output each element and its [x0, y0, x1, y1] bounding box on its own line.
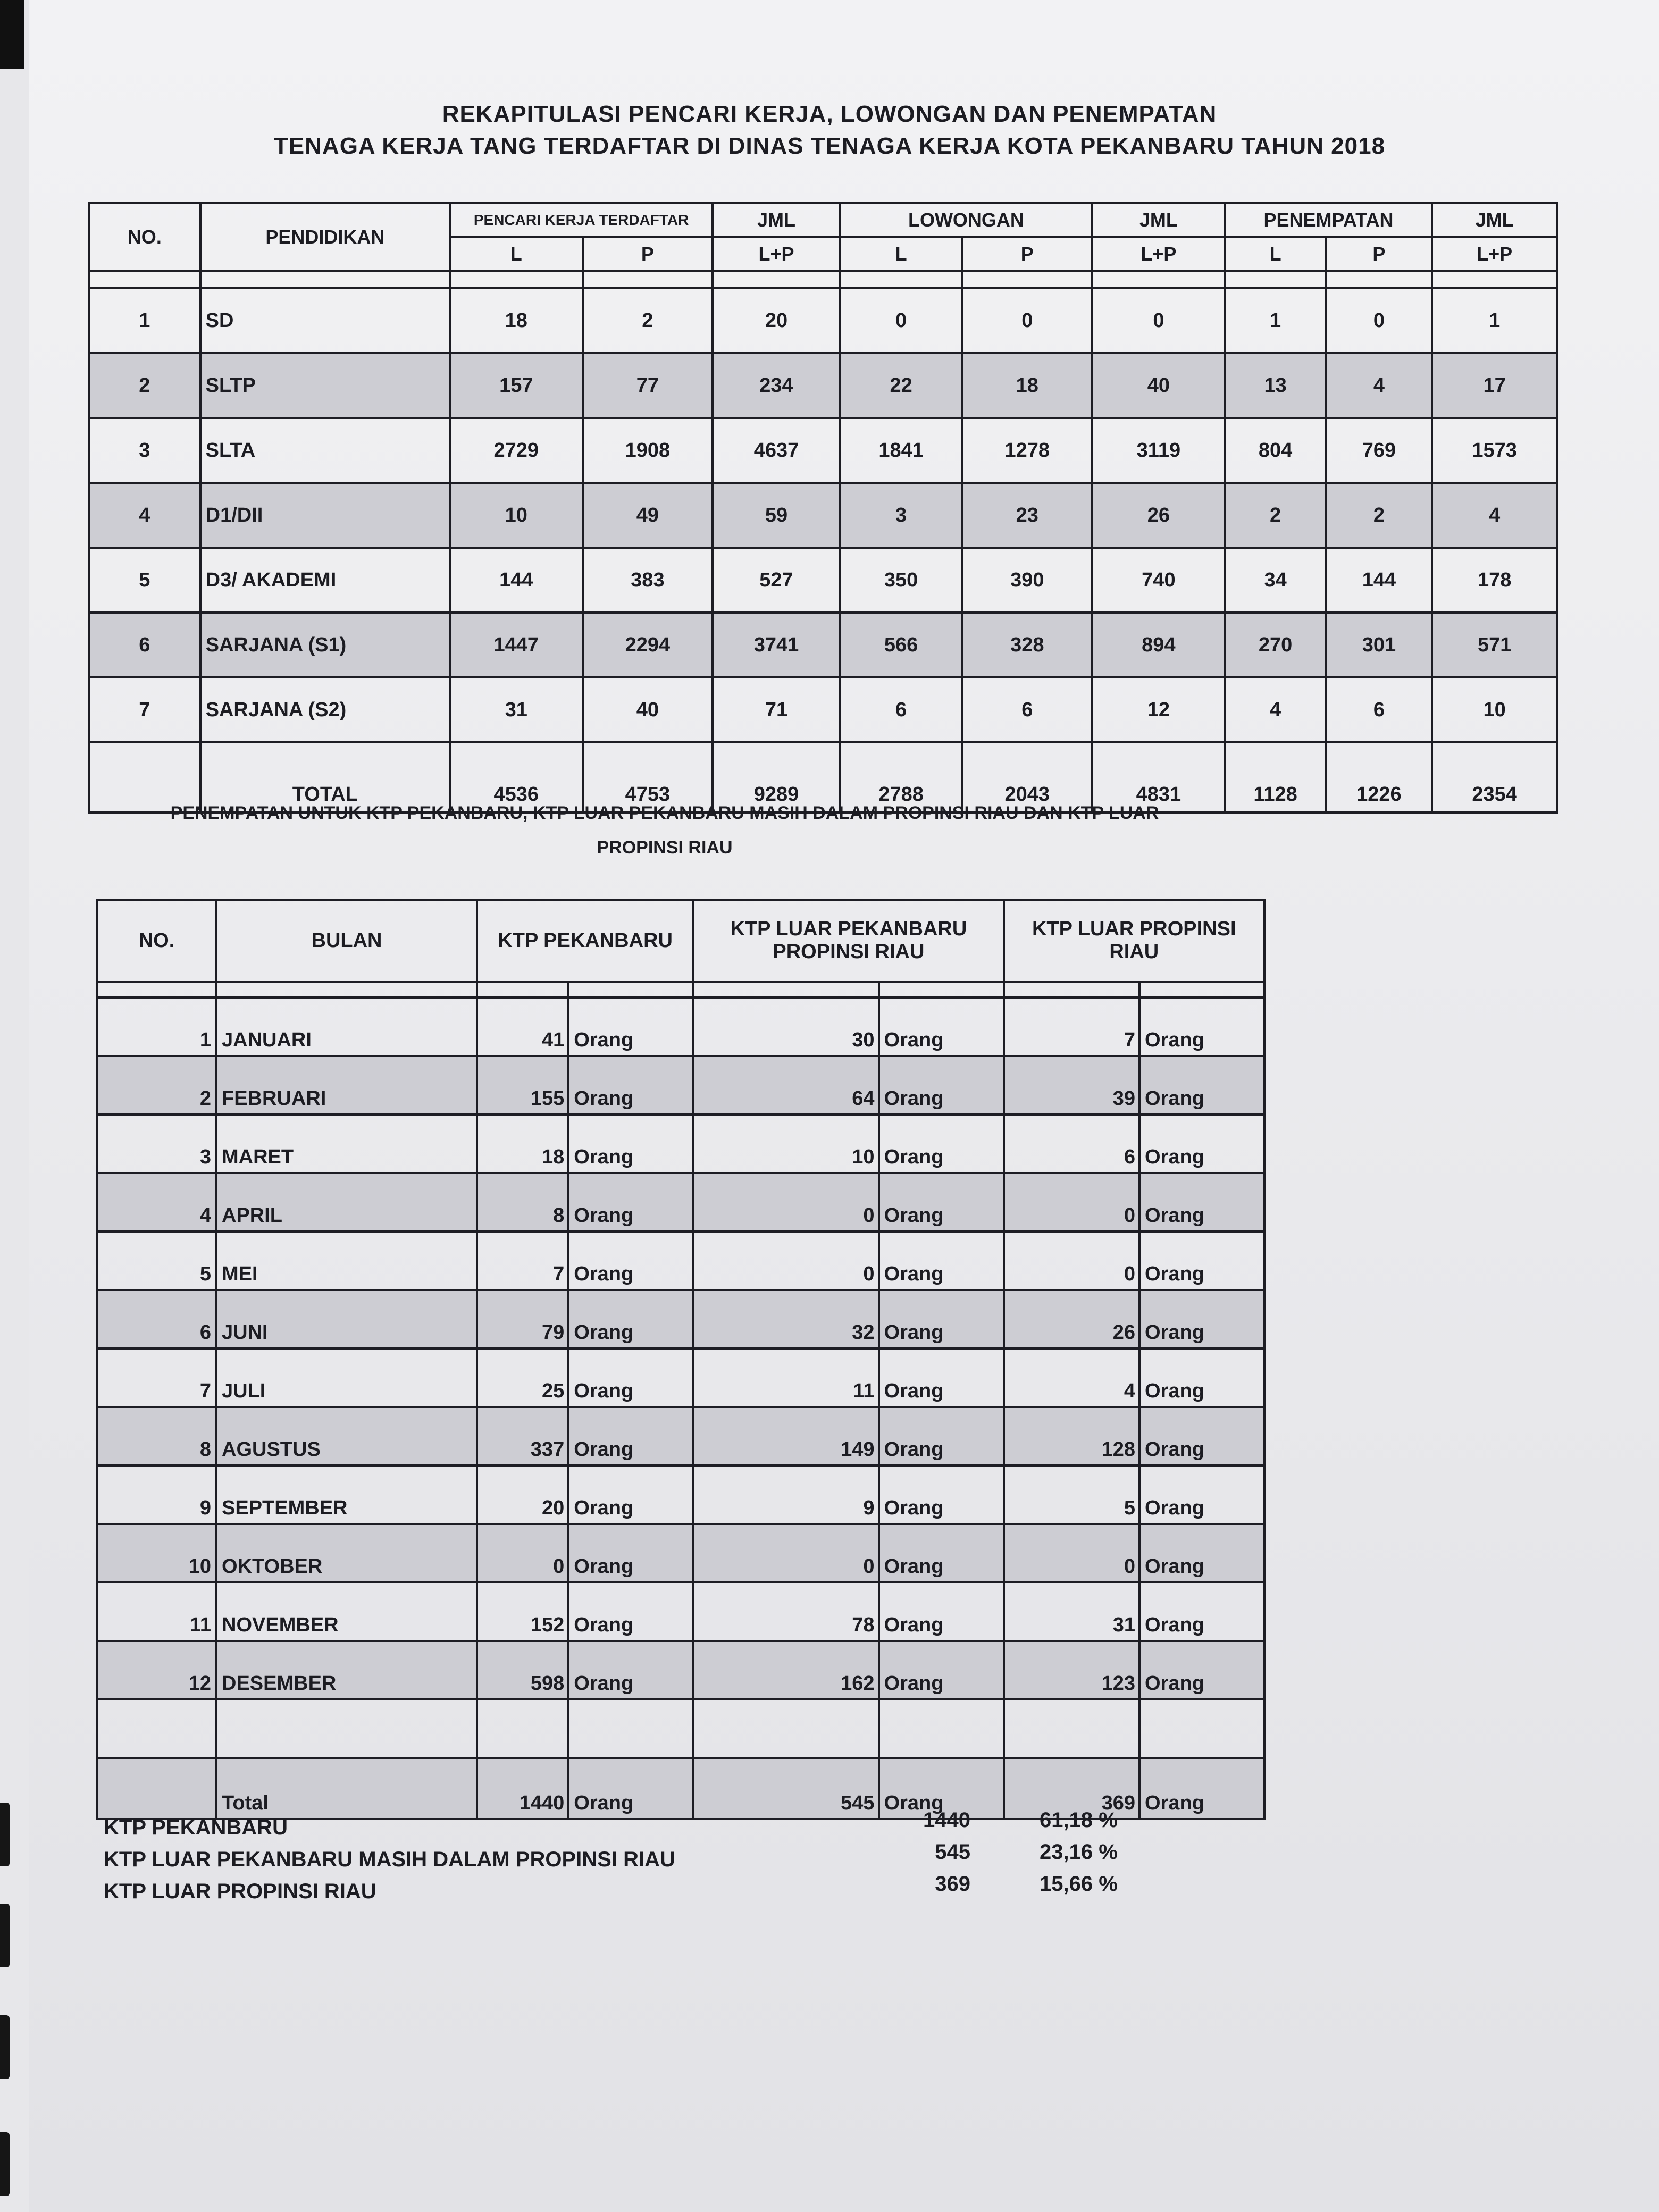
cell-value: 6: [962, 677, 1092, 742]
cell-unit: Orang: [568, 1348, 693, 1407]
cell-empty: [97, 1699, 216, 1758]
cell-bulan: FEBRUARI: [216, 1056, 477, 1115]
header-ktp-luar-propinsi-line-2: RIAU: [1109, 941, 1159, 963]
cell-no: 6: [97, 1290, 216, 1348]
cell-count: 18: [477, 1115, 568, 1173]
cell-no: 6: [89, 613, 200, 677]
cell-bulan: JUNI: [216, 1290, 477, 1348]
cell-no: 1: [97, 998, 216, 1056]
total-label: TOTAL: [200, 742, 450, 812]
cell-value: 20: [713, 288, 840, 353]
total-value: 2043: [962, 742, 1092, 812]
cell-unit: Orang: [1139, 1348, 1264, 1407]
cell-unit: Orang: [1139, 1758, 1264, 1819]
cell-bulan: APRIL: [216, 1173, 477, 1231]
cell-unit: Orang: [879, 1290, 1004, 1348]
placement-row: [97, 1290, 1264, 1348]
header-ktp-luar-propinsi-line-1: KTP LUAR PROPINSI: [1032, 918, 1236, 940]
header-jml: JML: [713, 203, 840, 237]
header-bulan: BULAN: [216, 900, 477, 982]
cell-pendidikan: SLTA: [200, 418, 450, 483]
binder-hole: [0, 2015, 10, 2079]
cell-value: 1841: [840, 418, 962, 483]
header-l: L: [1225, 237, 1326, 271]
cell-value: 1278: [962, 418, 1092, 483]
cell-count: 78: [693, 1582, 878, 1641]
cell-value: 1447: [450, 613, 583, 677]
summary-row: [104, 1872, 1118, 1912]
header-p: P: [583, 237, 713, 271]
cell-no: 7: [89, 677, 200, 742]
cell-no: 2: [89, 353, 200, 418]
cell-no: 12: [97, 1641, 216, 1699]
cell-value: 10: [1432, 677, 1557, 742]
cell-empty: [216, 1699, 477, 1758]
cell-count: 6: [1004, 1115, 1139, 1173]
total-value: 2354: [1432, 742, 1557, 812]
recap-row: [89, 677, 1557, 742]
cell-count: 545: [693, 1758, 878, 1819]
cell-unit: Orang: [879, 1231, 1004, 1290]
recap-row: [89, 418, 1557, 483]
cell-bulan: NOVEMBER: [216, 1582, 477, 1641]
cell-pendidikan: SLTP: [200, 353, 450, 418]
cell-unit: Orang: [1139, 1465, 1264, 1524]
total-value: 9289: [713, 742, 840, 812]
cell-bulan: SEPTEMBER: [216, 1465, 477, 1524]
cell-value: 4: [1432, 483, 1557, 548]
total-value: 2788: [840, 742, 962, 812]
cell-empty: [693, 1699, 878, 1758]
cell-value: 2729: [450, 418, 583, 483]
cell-value: 1: [1225, 288, 1326, 353]
cell-count: 26: [1004, 1290, 1139, 1348]
recap-row: [89, 483, 1557, 548]
cell-count: 31: [1004, 1582, 1139, 1641]
cell-unit: Orang: [879, 1641, 1004, 1699]
cell-pendidikan: SD: [200, 288, 450, 353]
header-penempatan: PENEMPATAN: [1225, 203, 1432, 237]
cell-value: 571: [1432, 613, 1557, 677]
cell-value: 4: [1326, 353, 1432, 418]
cell-pendidikan: SARJANA (S2): [200, 677, 450, 742]
cell-count: 152: [477, 1582, 568, 1641]
cell-count: 369: [1004, 1758, 1139, 1819]
cell-value: 18: [450, 288, 583, 353]
cell-unit: Orang: [1139, 1524, 1264, 1582]
cell-no: [89, 742, 200, 812]
cell-count: 20: [477, 1465, 568, 1524]
header-lp: L+P: [1432, 237, 1557, 271]
cell-bulan: JULI: [216, 1348, 477, 1407]
cell-count: 79: [477, 1290, 568, 1348]
summary-percent: 23,16 %: [1040, 1840, 1118, 1864]
cell-value: 2: [1326, 483, 1432, 548]
subtitle-line-1: PENEMPATAN UNTUK KTP PEKANBARU, KTP LUAR PEKANBARU MASIH DALAM PROPINSI RIAU DAN KTP LUAR: [170, 803, 1159, 823]
cell-unit: Orang: [568, 1758, 693, 1819]
cell-value: 3741: [713, 613, 840, 677]
recap-total-row: [89, 742, 1557, 812]
recap-header-row: [89, 203, 1557, 237]
title-line-1: REKAPITULASI PENCARI KERJA, LOWONGAN DAN PENEMPATAN: [442, 101, 1217, 127]
cell-value: 18: [962, 353, 1092, 418]
cell-value: 328: [962, 613, 1092, 677]
cell-value: 144: [450, 548, 583, 613]
cell-count: 10: [693, 1115, 878, 1173]
binder-hole: [0, 2132, 10, 2196]
cell-value: 4: [1225, 677, 1326, 742]
cell-count: 8: [477, 1173, 568, 1231]
cell-value: 40: [1092, 353, 1225, 418]
cell-unit: Orang: [879, 1582, 1004, 1641]
cell-value: 234: [713, 353, 840, 418]
binder-edge: [0, 0, 29, 2212]
cell-count: 4: [1004, 1348, 1139, 1407]
cell-unit: Orang: [568, 1115, 693, 1173]
cell-unit: Orang: [568, 1641, 693, 1699]
cell-count: 155: [477, 1056, 568, 1115]
cell-count: 1440: [477, 1758, 568, 1819]
cell-value: 6: [840, 677, 962, 742]
cell-unit: Orang: [879, 1524, 1004, 1582]
cell-unit: Orang: [568, 1465, 693, 1524]
cell-value: 3: [840, 483, 962, 548]
total-value: 4831: [1092, 742, 1225, 812]
cell-pendidikan: D1/DII: [200, 483, 450, 548]
cell-unit: Orang: [1139, 998, 1264, 1056]
cell-value: 31: [450, 677, 583, 742]
cell-value: 0: [840, 288, 962, 353]
cell-value: 740: [1092, 548, 1225, 613]
cell-count: 64: [693, 1056, 878, 1115]
cell-unit: Orang: [879, 1115, 1004, 1173]
cell-count: 11: [693, 1348, 878, 1407]
header-jml: JML: [1432, 203, 1557, 237]
placement-row: [97, 1173, 1264, 1231]
cell-no: 11: [97, 1582, 216, 1641]
recap-table: [88, 202, 1558, 814]
placement-row: [97, 1231, 1264, 1290]
placement-row: [97, 1056, 1264, 1115]
cell-unit: Orang: [879, 1758, 1004, 1819]
cell-value: 270: [1225, 613, 1326, 677]
summary-label: KTP PEKANBARU: [104, 1816, 288, 1839]
placement-row: [97, 1582, 1264, 1641]
cell-bulan: MEI: [216, 1231, 477, 1290]
cell-value: 527: [713, 548, 840, 613]
cell-empty: [1139, 1699, 1264, 1758]
cell-unit: Orang: [568, 1231, 693, 1290]
binder-bar: [0, 0, 24, 69]
cell-value: 10: [450, 483, 583, 548]
cell-empty: [879, 1699, 1004, 1758]
cell-value: 566: [840, 613, 962, 677]
cell-value: 17: [1432, 353, 1557, 418]
header-ktp-luar-pekanbaru: [693, 900, 1003, 982]
cell-value: 0: [1092, 288, 1225, 353]
placement-row: [97, 1348, 1264, 1407]
recap-row: [89, 288, 1557, 353]
header-ktp-pekanbaru: KTP PEKANBARU: [477, 900, 693, 982]
cell-bulan: MARET: [216, 1115, 477, 1173]
cell-count: 0: [477, 1524, 568, 1582]
cell-no: 3: [89, 418, 200, 483]
cell-value: 0: [1326, 288, 1432, 353]
placement-row: [97, 1407, 1264, 1465]
cell-no: [97, 1758, 216, 1819]
recap-row: [89, 353, 1557, 418]
placement-row: [97, 998, 1264, 1056]
recap-table-body: [89, 271, 1557, 812]
header-l: L: [450, 237, 583, 271]
cell-bulan: JANUARI: [216, 998, 477, 1056]
cell-count: 0: [693, 1524, 878, 1582]
summary-label: KTP LUAR PROPINSI RIAU: [104, 1880, 376, 1903]
cell-bulan: DESEMBER: [216, 1641, 477, 1699]
cell-value: 1573: [1432, 418, 1557, 483]
summary-label: KTP LUAR PEKANBARU MASIH DALAM PROPINSI RIAU: [104, 1848, 675, 1871]
cell-value: 383: [583, 548, 713, 613]
cell-no: 8: [97, 1407, 216, 1465]
cell-bulan: AGUSTUS: [216, 1407, 477, 1465]
cell-unit: Orang: [879, 1348, 1004, 1407]
cell-count: 128: [1004, 1407, 1139, 1465]
summary-block: [104, 1808, 1118, 1912]
cell-unit: Orang: [1139, 1641, 1264, 1699]
cell-no: 10: [97, 1524, 216, 1582]
cell-pendidikan: D3/ AKADEMI: [200, 548, 450, 613]
cell-value: 769: [1326, 418, 1432, 483]
cell-value: 390: [962, 548, 1092, 613]
cell-count: 39: [1004, 1056, 1139, 1115]
cell-count: 0: [693, 1231, 878, 1290]
cell-value: 3119: [1092, 418, 1225, 483]
summary-count: 1440: [923, 1808, 970, 1832]
header-l: L: [840, 237, 962, 271]
binder-hole: [0, 1803, 10, 1866]
cell-unit: Orang: [1139, 1231, 1264, 1290]
cell-count: 0: [1004, 1524, 1139, 1582]
cell-value: 350: [840, 548, 962, 613]
cell-count: 149: [693, 1407, 878, 1465]
cell-value: 12: [1092, 677, 1225, 742]
cell-unit: Orang: [568, 1582, 693, 1641]
cell-unit: Orang: [879, 1056, 1004, 1115]
cell-unit: Orang: [879, 1465, 1004, 1524]
cell-count: 0: [1004, 1231, 1139, 1290]
cell-unit: Orang: [1139, 1056, 1264, 1115]
header-jml: JML: [1092, 203, 1225, 237]
cell-no: 5: [89, 548, 200, 613]
cell-count: 25: [477, 1348, 568, 1407]
cell-unit: Orang: [1139, 1173, 1264, 1231]
summary-count: 369: [935, 1872, 970, 1896]
cell-count: 7: [1004, 998, 1139, 1056]
cell-no: 2: [97, 1056, 216, 1115]
placement-header-row: [97, 900, 1264, 982]
total-value: 4753: [583, 742, 713, 812]
header-no: NO.: [97, 900, 216, 982]
cell-unit: Orang: [568, 1056, 693, 1115]
cell-unit: Orang: [879, 1173, 1004, 1231]
cell-count: 32: [693, 1290, 878, 1348]
cell-count: 0: [1004, 1173, 1139, 1231]
cell-bulan: OKTOBER: [216, 1524, 477, 1582]
cell-unit: Orang: [1139, 1407, 1264, 1465]
cell-value: 2294: [583, 613, 713, 677]
placement-table-body: [97, 982, 1264, 1819]
cell-unit: Orang: [568, 1524, 693, 1582]
header-pendidikan: PENDIDIKAN: [200, 203, 450, 271]
cell-value: 178: [1432, 548, 1557, 613]
cell-value: 4637: [713, 418, 840, 483]
cell-no: 4: [89, 483, 200, 548]
cell-value: 26: [1092, 483, 1225, 548]
placement-row: [97, 1465, 1264, 1524]
cell-no: 7: [97, 1348, 216, 1407]
cell-no: 9: [97, 1465, 216, 1524]
cell-value: 49: [583, 483, 713, 548]
spacer-row: [89, 271, 1557, 288]
cell-unit: Orang: [568, 998, 693, 1056]
placement-row: [97, 1115, 1264, 1173]
cell-value: 894: [1092, 613, 1225, 677]
cell-value: 0: [962, 288, 1092, 353]
cell-value: 40: [583, 677, 713, 742]
cell-value: 71: [713, 677, 840, 742]
cell-pendidikan: SARJANA (S1): [200, 613, 450, 677]
cell-value: 34: [1225, 548, 1326, 613]
total-value: 1226: [1326, 742, 1432, 812]
placement-row: [97, 1524, 1264, 1582]
cell-count: 5: [1004, 1465, 1139, 1524]
cell-count: 337: [477, 1407, 568, 1465]
blank-row: [97, 1699, 1264, 1758]
cell-unit: Orang: [1139, 1290, 1264, 1348]
cell-count: 123: [1004, 1641, 1139, 1699]
cell-value: 1: [1432, 288, 1557, 353]
cell-value: 22: [840, 353, 962, 418]
cell-unit: Orang: [1139, 1582, 1264, 1641]
total-value: 1128: [1225, 742, 1326, 812]
summary-percent: 61,18 %: [1040, 1808, 1118, 1832]
cell-value: 6: [1326, 677, 1432, 742]
cell-empty: [477, 1699, 568, 1758]
cell-no: 5: [97, 1231, 216, 1290]
recap-row: [89, 613, 1557, 677]
cell-count: 41: [477, 998, 568, 1056]
cell-count: 162: [693, 1641, 878, 1699]
cell-count: 598: [477, 1641, 568, 1699]
cell-unit: Orang: [879, 1407, 1004, 1465]
header-no: NO.: [89, 203, 200, 271]
total-value: 4536: [450, 742, 583, 812]
cell-empty: [1004, 1699, 1139, 1758]
cell-count: 0: [693, 1173, 878, 1231]
binder-hole: [0, 1904, 10, 1967]
cell-empty: [568, 1699, 693, 1758]
cell-value: 2: [583, 288, 713, 353]
header-lowongan: LOWONGAN: [840, 203, 1092, 237]
cell-value: 301: [1326, 613, 1432, 677]
cell-value: 144: [1326, 548, 1432, 613]
cell-value: 1908: [583, 418, 713, 483]
header-p: P: [1326, 237, 1432, 271]
header-ktp-luar-propinsi: [1004, 900, 1264, 982]
spacer-row: [97, 982, 1264, 998]
cell-unit: Orang: [568, 1407, 693, 1465]
cell-unit: Orang: [879, 998, 1004, 1056]
summary-count: 545: [935, 1840, 970, 1864]
cell-count: 30: [693, 998, 878, 1056]
cell-unit: Orang: [568, 1290, 693, 1348]
header-lp: L+P: [713, 237, 840, 271]
summary-percent: 15,66 %: [1040, 1872, 1118, 1896]
cell-no: 4: [97, 1173, 216, 1231]
cell-unit: Orang: [1139, 1115, 1264, 1173]
header-ktp-luar-pekanbaru-line-1: KTP LUAR PEKANBARU: [730, 918, 967, 940]
cell-value: 157: [450, 353, 583, 418]
header-lp: L+P: [1092, 237, 1225, 271]
cell-count: 7: [477, 1231, 568, 1290]
cell-value: 77: [583, 353, 713, 418]
subtitle-line-2: PROPINSI RIAU: [597, 837, 733, 858]
header-pencari: PENCARI KERJA TERDAFTAR: [450, 203, 713, 237]
header-p: P: [962, 237, 1092, 271]
header-ktp-luar-pekanbaru-line-2: PROPINSI RIAU: [773, 941, 925, 963]
placement-table: [96, 899, 1266, 1820]
placement-row: [97, 1641, 1264, 1699]
cell-value: 59: [713, 483, 840, 548]
cell-unit: Orang: [568, 1173, 693, 1231]
cell-value: 23: [962, 483, 1092, 548]
cell-no: 1: [89, 288, 200, 353]
cell-no: 3: [97, 1115, 216, 1173]
cell-value: 2: [1225, 483, 1326, 548]
cell-count: 9: [693, 1465, 878, 1524]
total-label: Total: [216, 1758, 477, 1819]
cell-value: 804: [1225, 418, 1326, 483]
title-line-2: TENAGA KERJA TANG TERDAFTAR DI DINAS TENAGA KERJA KOTA PEKANBARU TAHUN 2018: [273, 133, 1386, 159]
recap-row: [89, 548, 1557, 613]
cell-value: 13: [1225, 353, 1326, 418]
